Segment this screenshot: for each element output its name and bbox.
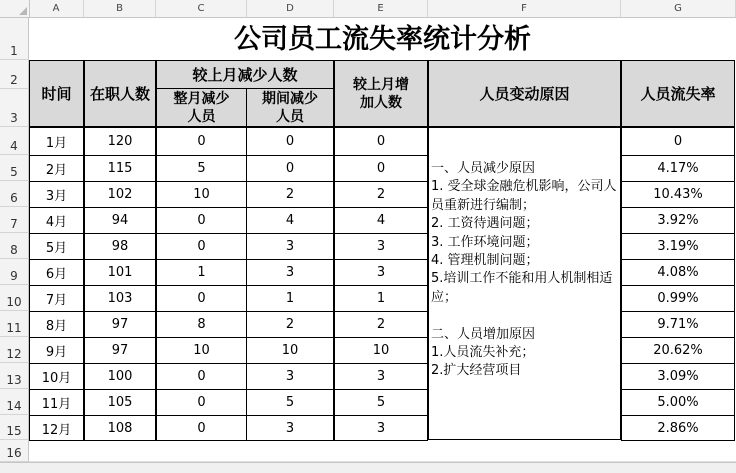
period-decrease-cell[interactable]: 3 — [246, 363, 334, 390]
increase-cell[interactable]: 2 — [334, 311, 428, 338]
month-cell[interactable]: 6月 — [29, 259, 84, 286]
header-loss-rate[interactable]: 人员流失率 — [621, 60, 735, 127]
row-header-12[interactable]: 12 — [0, 337, 29, 363]
header-full-month-decrease[interactable]: 整月减少人员 — [156, 88, 247, 127]
sheet-title[interactable]: 公司员工流失率统计分析 — [29, 18, 736, 60]
loss-rate-cell[interactable]: 4.17% — [621, 155, 735, 182]
full-month-decrease-cell[interactable]: 0 — [156, 127, 247, 156]
column-header-c[interactable]: C — [156, 0, 247, 17]
header-reason[interactable]: 人员变动原因 — [428, 60, 621, 127]
loss-rate-cell[interactable]: 0.99% — [621, 285, 735, 312]
period-decrease-cell[interactable]: 10 — [246, 337, 334, 364]
increase-cell[interactable]: 2 — [334, 181, 428, 208]
full-month-decrease-cell[interactable]: 0 — [156, 415, 247, 441]
column-header-b[interactable]: B — [84, 0, 156, 17]
row-header-4[interactable]: 4 — [0, 127, 29, 155]
period-decrease-cell[interactable]: 3 — [246, 259, 334, 286]
month-cell[interactable]: 4月 — [29, 207, 84, 234]
row-header-7[interactable]: 7 — [0, 207, 29, 233]
period-decrease-cell[interactable]: 3 — [246, 233, 334, 260]
period-decrease-cell[interactable]: 0 — [246, 127, 334, 156]
period-decrease-cell[interactable]: 5 — [246, 389, 334, 416]
row-header-8[interactable]: 8 — [0, 233, 29, 259]
row-header-14[interactable]: 14 — [0, 389, 29, 415]
staff-count-cell[interactable]: 103 — [84, 285, 156, 312]
loss-rate-cell[interactable]: 9.71% — [621, 311, 735, 338]
full-month-decrease-cell[interactable]: 5 — [156, 155, 247, 182]
full-month-decrease-cell[interactable]: 8 — [156, 311, 247, 338]
staff-count-cell[interactable]: 105 — [84, 389, 156, 416]
increase-cell[interactable]: 3 — [334, 415, 428, 441]
increase-cell[interactable]: 0 — [334, 155, 428, 182]
row-header-10[interactable]: 10 — [0, 285, 29, 311]
staff-count-cell[interactable]: 97 — [84, 311, 156, 338]
loss-rate-cell[interactable]: 4.08% — [621, 259, 735, 286]
row-header-6[interactable]: 6 — [0, 181, 29, 207]
column-header-d[interactable]: D — [247, 0, 334, 17]
column-header-bar — [0, 0, 736, 18]
column-header-a[interactable]: A — [29, 0, 84, 17]
row-header-5[interactable]: 5 — [0, 155, 29, 181]
staff-count-cell[interactable]: 102 — [84, 181, 156, 208]
increase-cell[interactable]: 3 — [334, 259, 428, 286]
staff-count-cell[interactable]: 101 — [84, 259, 156, 286]
row-header-1[interactable]: 1 — [0, 18, 29, 60]
loss-rate-cell[interactable]: 20.62% — [621, 337, 735, 364]
header-time[interactable]: 时间 — [29, 60, 84, 127]
full-month-decrease-cell[interactable]: 10 — [156, 337, 247, 364]
month-cell[interactable]: 10月 — [29, 363, 84, 390]
loss-rate-cell[interactable]: 2.86% — [621, 415, 735, 441]
full-month-decrease-cell[interactable]: 0 — [156, 389, 247, 416]
period-decrease-cell[interactable]: 1 — [246, 285, 334, 312]
month-cell[interactable]: 7月 — [29, 285, 84, 312]
increase-cell[interactable]: 0 — [334, 127, 428, 156]
month-cell[interactable]: 3月 — [29, 181, 84, 208]
row-header-15[interactable]: 15 — [0, 415, 29, 440]
loss-rate-cell[interactable]: 5.00% — [621, 389, 735, 416]
full-month-decrease-cell[interactable]: 0 — [156, 233, 247, 260]
column-header-g[interactable]: G — [621, 0, 736, 17]
select-all-corner[interactable] — [0, 0, 30, 17]
staff-count-cell[interactable]: 97 — [84, 337, 156, 364]
staff-count-cell[interactable]: 120 — [84, 127, 156, 156]
staff-count-cell[interactable]: 98 — [84, 233, 156, 260]
staff-count-cell[interactable]: 115 — [84, 155, 156, 182]
loss-rate-cell[interactable]: 3.19% — [621, 233, 735, 260]
header-decrease-group[interactable]: 较上月减少人数 — [156, 60, 334, 89]
full-month-decrease-cell[interactable]: 1 — [156, 259, 247, 286]
header-period-decrease[interactable]: 期间减少人员 — [246, 88, 334, 127]
row-header-9[interactable]: 9 — [0, 259, 29, 285]
month-cell[interactable]: 11月 — [29, 389, 84, 416]
row-header-11[interactable]: 11 — [0, 311, 29, 337]
month-cell[interactable]: 8月 — [29, 311, 84, 338]
month-cell[interactable]: 9月 — [29, 337, 84, 364]
row-header-2[interactable]: 2 — [0, 60, 29, 89]
staff-count-cell[interactable]: 108 — [84, 415, 156, 441]
header-increase[interactable]: 较上月增加人数 — [334, 60, 428, 127]
row-header-16[interactable]: 16 — [0, 440, 29, 462]
row-header-13[interactable]: 13 — [0, 363, 29, 389]
loss-rate-cell[interactable]: 3.09% — [621, 363, 735, 390]
increase-cell[interactable]: 10 — [334, 337, 428, 364]
increase-cell[interactable]: 3 — [334, 233, 428, 260]
increase-cell[interactable]: 1 — [334, 285, 428, 312]
staff-count-cell[interactable]: 100 — [84, 363, 156, 390]
row-header-3[interactable]: 3 — [0, 89, 29, 127]
increase-cell[interactable]: 3 — [334, 363, 428, 390]
period-decrease-cell[interactable]: 3 — [246, 415, 334, 441]
increase-cell[interactable]: 4 — [334, 207, 428, 234]
period-decrease-cell[interactable]: 4 — [246, 207, 334, 234]
header-staff-count[interactable]: 在职人数 — [84, 60, 156, 127]
month-cell[interactable]: 1月 — [29, 127, 84, 156]
reason-cell[interactable]: 一、人员减少原因 1. 受全球金融危机影响，公司人员重新进行编制； 2. 工资待遇问题； 3. 工作环境问题； 4. 管理机制问题； 5.培训工作不能和用人机制相适应； 二、人员增加原因 1.人员流失补充； 2.扩大经营项目 — [428, 127, 621, 440]
increase-cell[interactable]: 5 — [334, 389, 428, 416]
loss-rate-cell[interactable]: 3.92% — [621, 207, 735, 234]
month-cell[interactable]: 2月 — [29, 155, 84, 182]
staff-count-cell[interactable]: 94 — [84, 207, 156, 234]
month-cell[interactable]: 12月 — [29, 415, 84, 441]
loss-rate-cell[interactable]: 10.43% — [621, 181, 735, 208]
period-decrease-cell[interactable]: 2 — [246, 181, 334, 208]
full-month-decrease-cell[interactable]: 0 — [156, 363, 247, 390]
full-month-decrease-cell[interactable]: 10 — [156, 181, 247, 208]
month-cell[interactable]: 5月 — [29, 233, 84, 260]
column-header-f[interactable]: F — [428, 0, 621, 17]
sheet-tab-bar — [0, 462, 736, 473]
period-decrease-cell[interactable]: 2 — [246, 311, 334, 338]
column-header-e[interactable]: E — [334, 0, 428, 17]
loss-rate-cell[interactable]: 0 — [621, 127, 735, 156]
full-month-decrease-cell[interactable]: 0 — [156, 207, 247, 234]
full-month-decrease-cell[interactable]: 0 — [156, 285, 247, 312]
period-decrease-cell[interactable]: 0 — [246, 155, 334, 182]
